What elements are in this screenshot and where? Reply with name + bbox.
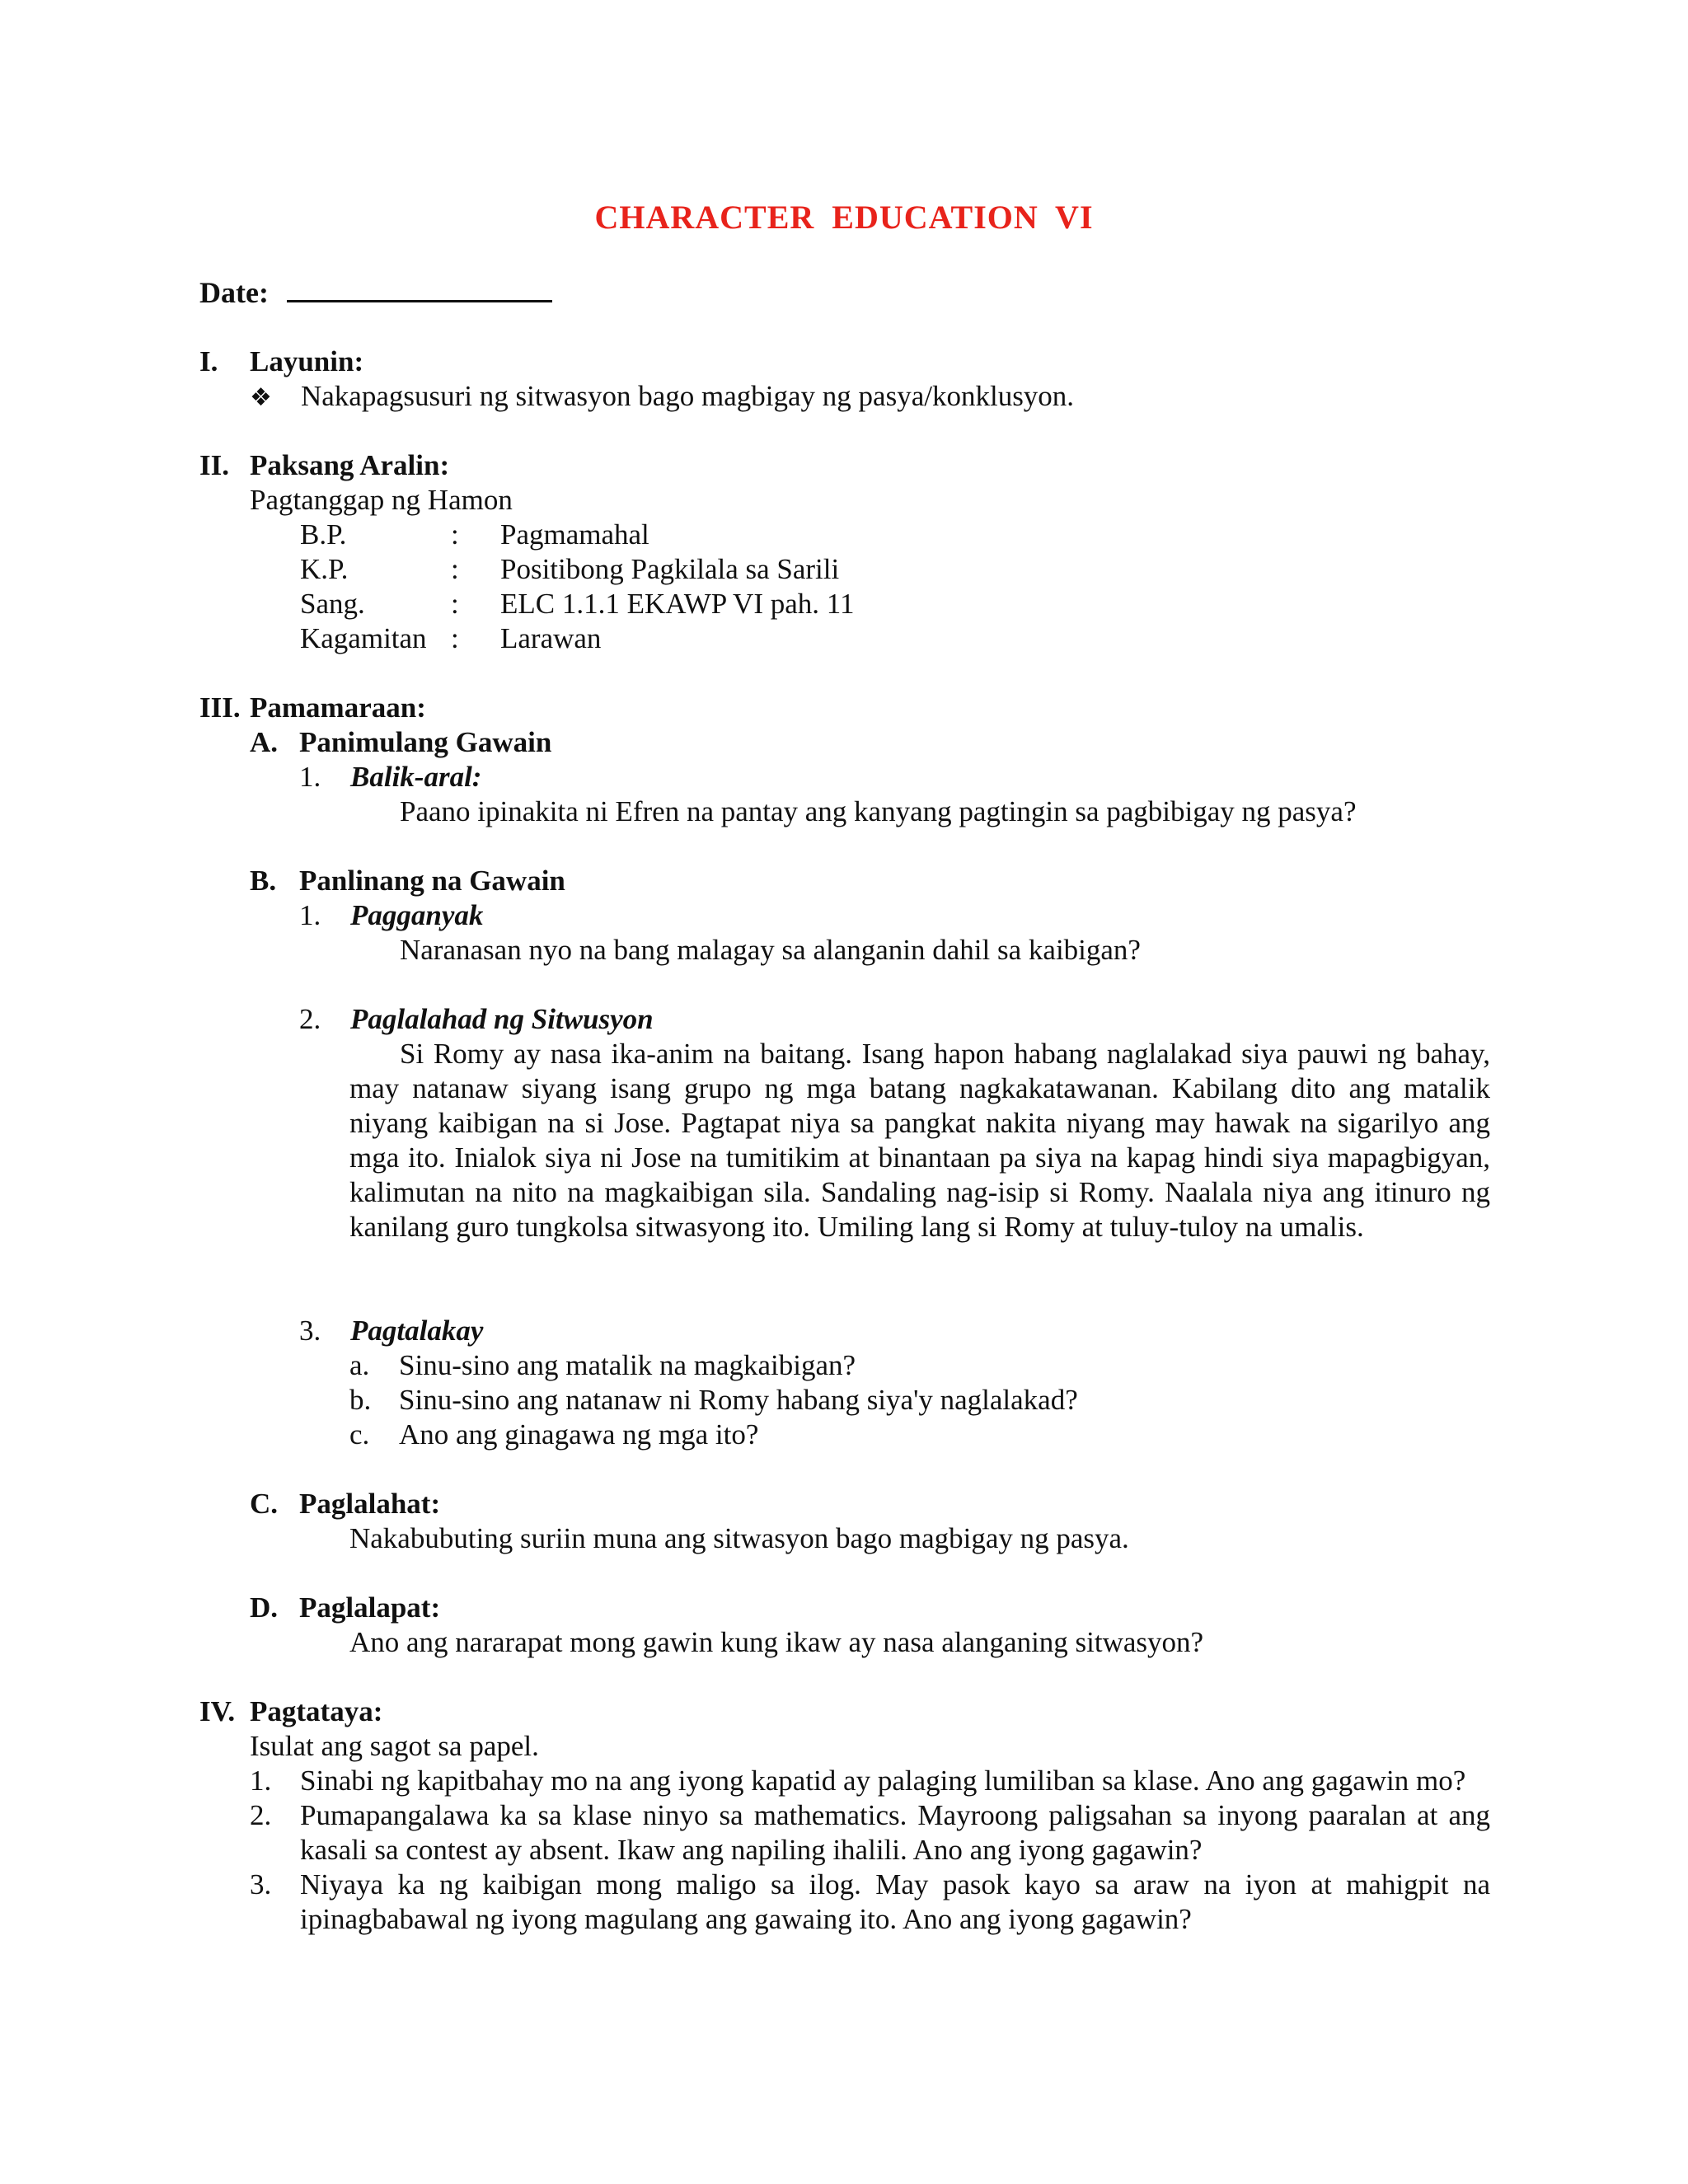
item-text: Pumapangalawa ka sa klase ninyo sa mathematics. Mayroong paligsahan sa inyong paaralan at ang kasali sa contest ay absent. Ikaw ang napiling ihalili. Ano ang iyong gagawin? <box>300 1799 1490 1866</box>
list-item <box>250 1764 1490 1798</box>
question-text: Sinu-sino ang matalik na magkaibigan? <box>399 1349 856 1381</box>
date-blank-line <box>287 275 552 302</box>
item-number: 2. <box>250 1799 272 1831</box>
detail-key: Sang. <box>300 588 365 620</box>
balik-aral-question: Paano ipinakita ni Efren na pantay ang kanyang pagtingin sa pagbibigay ng pasya? <box>400 795 1357 827</box>
list-item <box>349 1383 1078 1418</box>
detail-row-kagamitan <box>300 621 854 656</box>
pagganyak-item <box>299 898 483 933</box>
item-number: 2. <box>299 1003 321 1035</box>
item-label: Balik-aral: <box>350 761 482 793</box>
detail-colon: : <box>451 518 459 551</box>
subsection-d-heading <box>250 1591 440 1625</box>
paglalahad-item <box>299 1002 654 1037</box>
situation-story: Si Romy ay nasa ika-anim na baitang. Isang hapon habang naglalakad siya pauwi ng bahay, may natanaw siyang isang grupo ng mga batang nagkakatawanan. Kabilang dito ang matalik niyang kaibigan na si Jose. Pagtapat niya sa pangkat nakita niyang may hawak na sigarilyo ang mga ito. Inialok siya ni Jose na tumitikim at binantaan pa siya na kapag hindi siya mapagbigyan, kalimutan na nito na magkaibigan sila. Sandaling nag-isip si Romy. Naalala niya ang itinuro ng kanilang guro tungkolsa sitwasyong ito. Umiling lang si Romy at tuluy-tuloy na umalis. <box>349 1038 1490 1243</box>
detail-value: Pagmamahal <box>500 518 649 551</box>
subsection-a-heading <box>250 725 551 760</box>
item-number: 1. <box>250 1765 272 1797</box>
detail-value: Larawan <box>500 622 602 654</box>
detail-row-kp <box>300 552 854 587</box>
lesson-details <box>300 518 854 656</box>
date-field <box>199 275 552 310</box>
section-4-heading <box>199 1694 382 1729</box>
subsection-b-letter: B. <box>250 865 277 897</box>
objective-item <box>250 379 1074 415</box>
subsection-b-heading <box>250 864 565 898</box>
section-2-heading <box>199 448 449 483</box>
item-label: Paglalahad ng Sitwusyon <box>350 1003 654 1035</box>
list-item <box>349 1348 1078 1383</box>
list-item <box>250 1798 1490 1868</box>
question-text: Ano ang ginagawa ng mga ito? <box>399 1418 759 1451</box>
detail-colon: : <box>451 622 459 654</box>
section-2-title: Paksang Aralin: <box>250 449 450 481</box>
section-1-number: I. <box>199 345 218 377</box>
question-letter: c. <box>349 1418 370 1451</box>
item-number: 3. <box>299 1315 321 1347</box>
four-diamond-bullet-icon: ❖ <box>250 383 272 412</box>
question-letter: a. <box>349 1349 370 1381</box>
item-text: Sinabi ng kapitbahay mo na ang iyong kapatid ay palaging lumiliban sa klase. Ano ang gagawin mo? <box>300 1765 1466 1797</box>
pagganyak-question: Naranasan nyo na bang malagay sa alanganin dahil sa kaibigan? <box>400 934 1141 966</box>
item-label: Pagtalakay <box>350 1315 484 1347</box>
detail-row-bp <box>300 518 854 552</box>
section-4-number: IV. <box>199 1695 236 1727</box>
application-text: Ano ang nararapat mong gawin kung ikaw ay nasa alanganing sitwasyon? <box>349 1626 1204 1658</box>
detail-colon: : <box>451 588 459 620</box>
subsection-a-title: Panimulang Gawain <box>299 726 552 758</box>
subsection-b-title: Panlinang na Gawain <box>299 865 565 897</box>
section-2-number: II. <box>199 449 229 481</box>
detail-row-sang <box>300 587 854 621</box>
section-3-number: III. <box>199 691 241 724</box>
item-number: 3. <box>250 1868 272 1900</box>
pagtalakay-item <box>299 1314 483 1348</box>
subsection-a-letter: A. <box>250 726 279 758</box>
question-letter: b. <box>349 1384 372 1416</box>
date-label: Date: <box>199 276 269 309</box>
item-number: 1. <box>299 899 321 931</box>
question-text: Sinu-sino ang natanaw ni Romy habang siya'y naglalakad? <box>399 1384 1078 1416</box>
lesson-topic: Pagtanggap ng Hamon <box>250 484 513 516</box>
detail-colon: : <box>451 553 459 585</box>
balik-aral-item <box>299 760 481 794</box>
detail-value: ELC 1.1.1 EKAWP VI pah. 11 <box>500 588 855 620</box>
subsection-d-title: Paglalapat: <box>299 1591 441 1624</box>
item-label: Pagganyak <box>350 899 484 931</box>
detail-value: Positibong Pagkilala sa Sarili <box>500 553 840 585</box>
document-title: CHARACTER EDUCATION VI <box>594 199 1094 236</box>
objective-text: Nakapagsusuri ng sitwasyon bago magbigay ng pasya/konklusyon. <box>301 380 1075 412</box>
detail-key: Kagamitan <box>300 622 427 654</box>
detail-key: K.P. <box>300 553 349 585</box>
subsection-c-title: Paglalahat: <box>299 1488 441 1520</box>
section-3-title: Pamamaraan: <box>250 691 426 724</box>
evaluation-items <box>250 1764 1490 1937</box>
list-item <box>349 1418 1078 1452</box>
list-item <box>250 1868 1490 1937</box>
detail-key: B.P. <box>300 518 347 551</box>
subsection-d-letter: D. <box>250 1591 279 1624</box>
evaluation-instruction: Isulat ang sagot sa papel. <box>250 1730 539 1762</box>
section-3-heading <box>199 691 426 725</box>
item-number: 1. <box>299 761 321 793</box>
subsection-c-heading <box>250 1487 440 1521</box>
item-text: Niyaya ka ng kaibigan mong maligo sa ilog. May pasok kayo sa araw na iyon at mahigpit na ipinagbabawal ng iyong magulang ang gawaing ito. Ano ang iyong gagawin? <box>300 1868 1490 1935</box>
generalization-text: Nakabubuting suriin muna ang sitwasyon bago magbigay ng pasya. <box>349 1522 1129 1554</box>
section-1-heading <box>199 344 363 379</box>
section-1-title: Layunin: <box>250 345 364 377</box>
section-4-title: Pagtataya: <box>250 1695 383 1727</box>
discussion-questions <box>349 1348 1078 1452</box>
subsection-c-letter: C. <box>250 1488 279 1520</box>
